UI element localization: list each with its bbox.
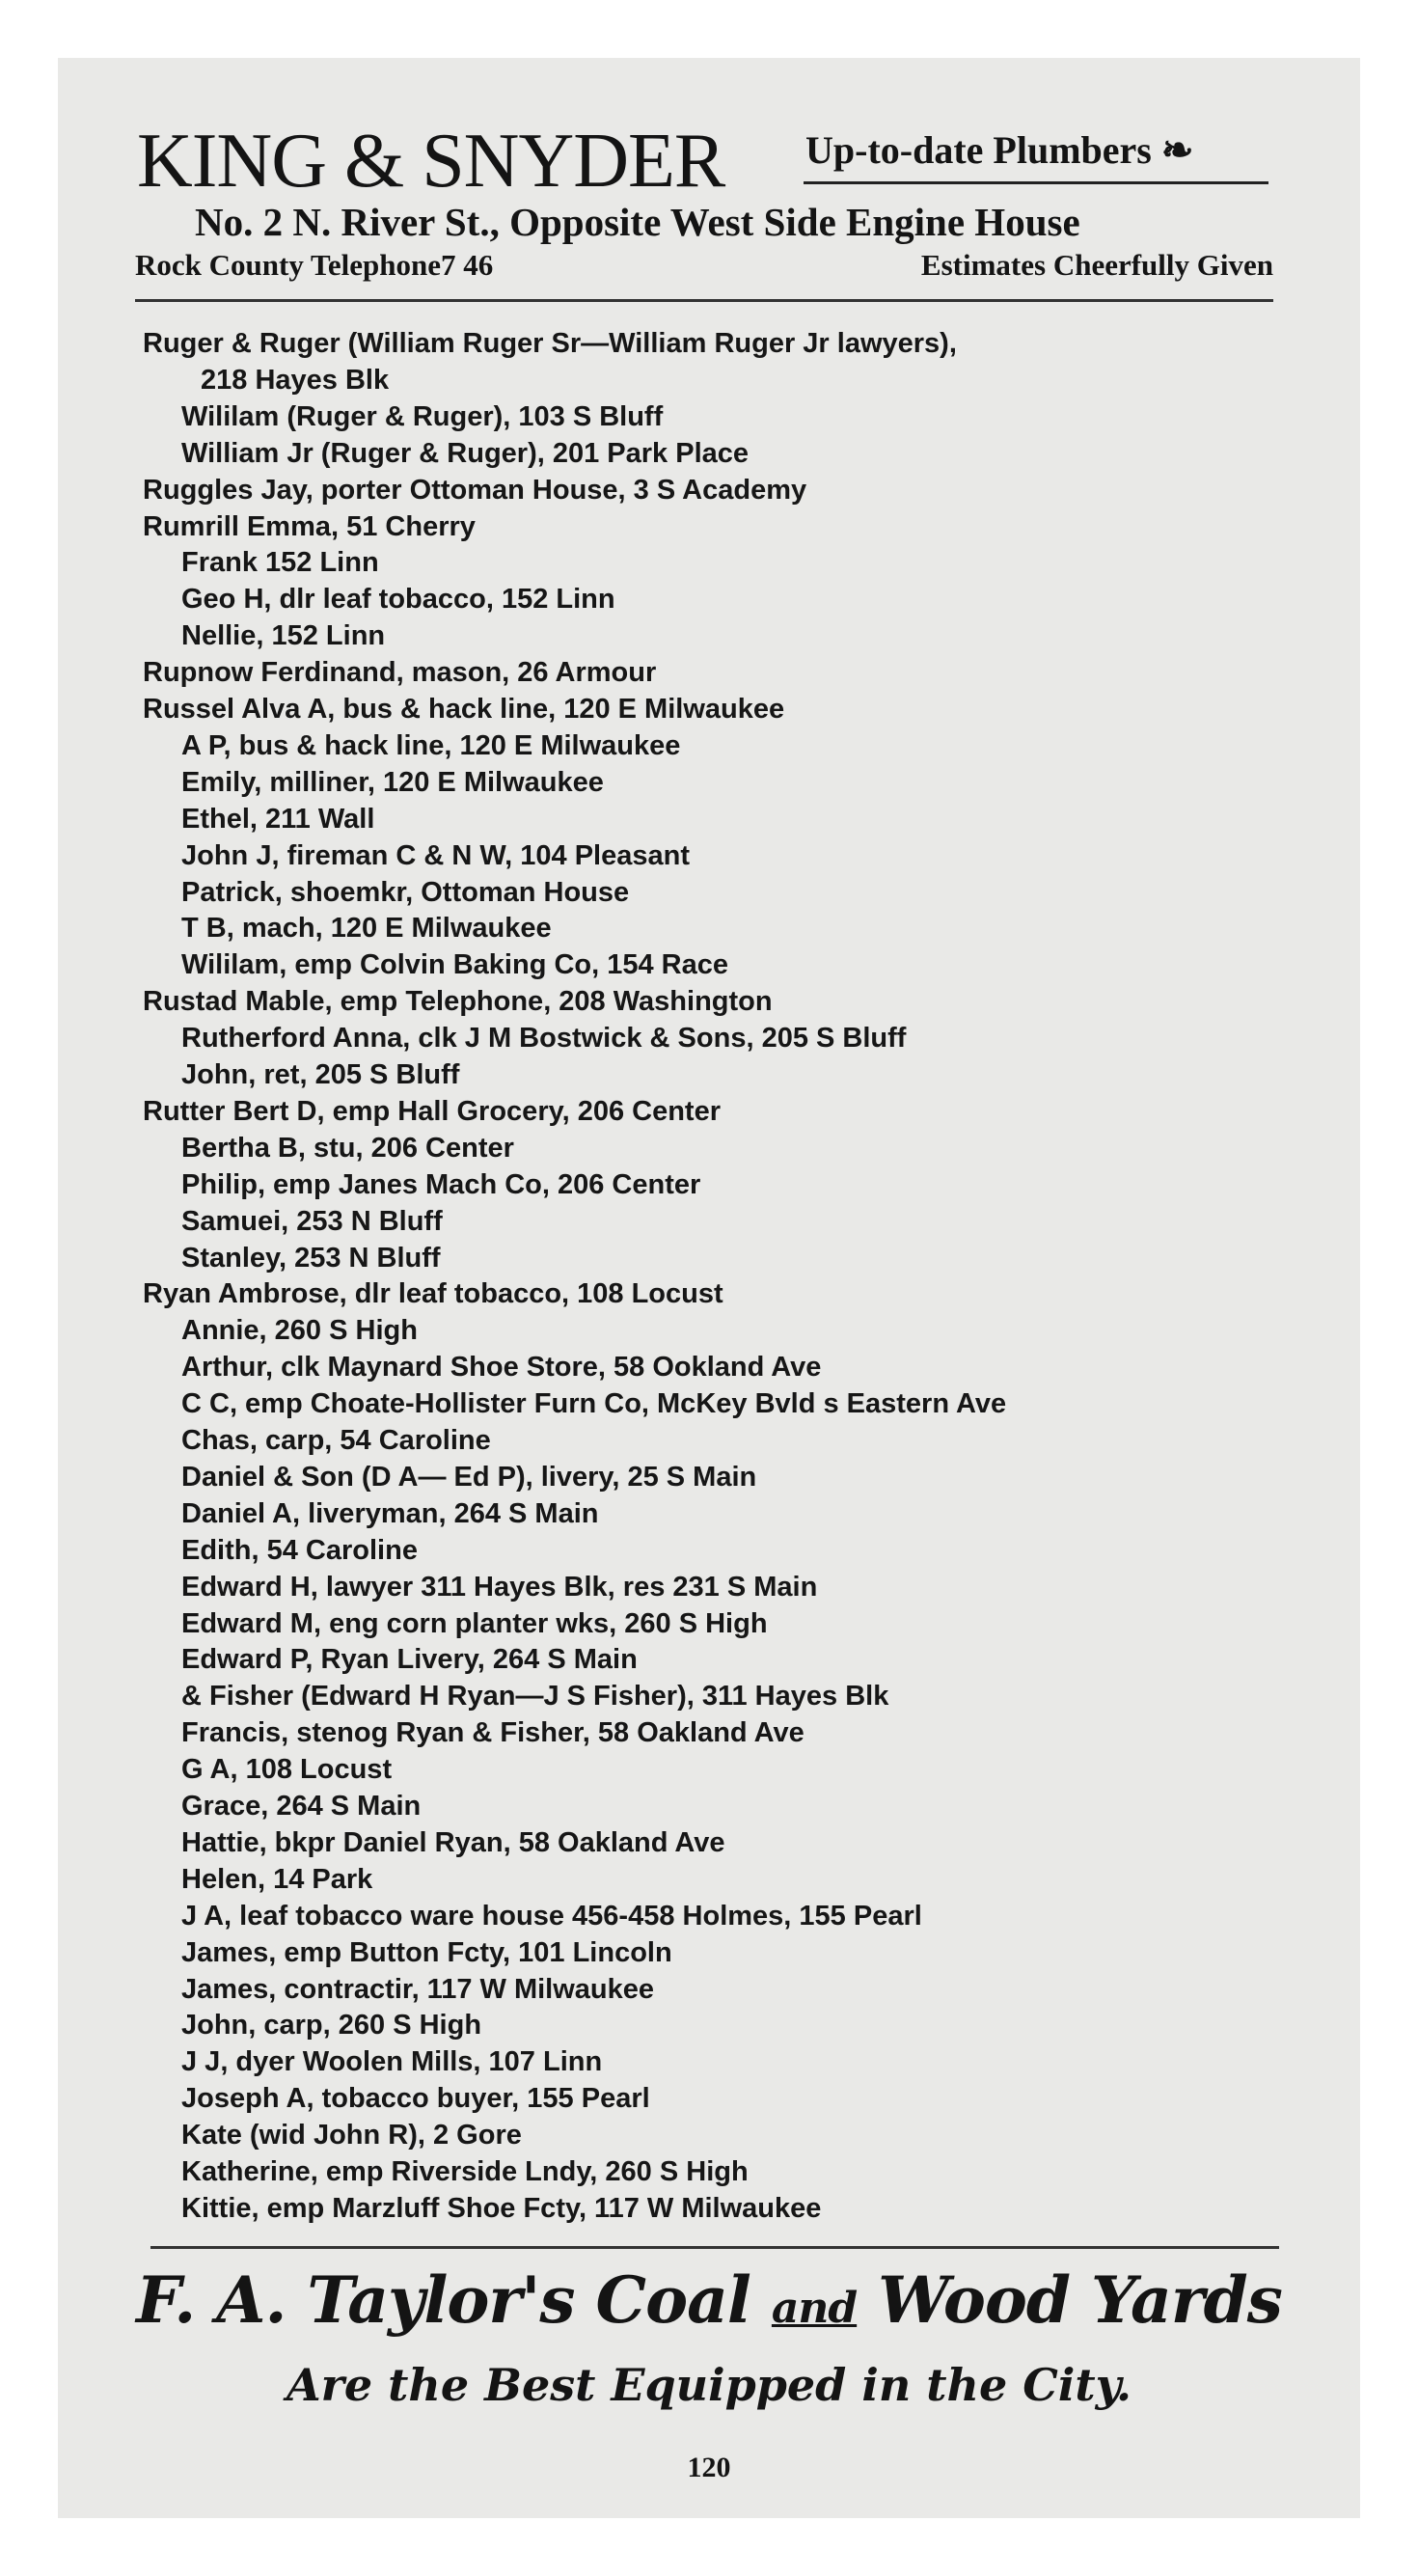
tagline-underline — [804, 181, 1268, 184]
directory-entry: Emily, milliner, 120 E Milwaukee — [181, 766, 604, 798]
fleuron-icon: ❧ — [1160, 128, 1194, 172]
directory-entry: Samuei, 253 N Bluff — [181, 1205, 443, 1237]
directory-entry: J J, dyer Woolen Mills, 107 Linn — [181, 2046, 603, 2078]
directory-entry: Edward H, lawyer 311 Hayes Blk, res 231 S Main — [181, 1571, 818, 1603]
directory-entry: Rustad Mable, emp Telephone, 208 Washington — [143, 986, 773, 1018]
footer-ad-part2: Wood Yards — [857, 2262, 1282, 2338]
directory-entry: John J, fireman C & N W, 104 Pleasant — [181, 839, 690, 871]
directory-entry: Katherine, emp Riverside Lndy, 260 S High — [181, 2156, 749, 2187]
directory-page — [58, 58, 1360, 2518]
directory-entry: T B, mach, 120 E Milwaukee — [181, 913, 552, 945]
directory-entry: Kate (wid John R), 2 Gore — [181, 2120, 522, 2151]
advertiser-name: KING & SNYDER — [137, 119, 725, 204]
directory-entry: J A, leaf tobacco ware house 456-458 Holmes, 155 Pearl — [181, 1900, 922, 1932]
advertiser-phone: Rock County Telephone7 46 — [135, 248, 494, 282]
directory-entry: Helen, 14 Park — [181, 1863, 373, 1895]
directory-entry: John, carp, 260 S High — [181, 2010, 482, 2042]
footer-ad-subline: Are the Best Equipped in the City. — [286, 2359, 1132, 2411]
directory-entry: Grace, 264 S Main — [181, 1791, 422, 1822]
directory-entry: Ethel, 211 Wall — [181, 803, 375, 835]
directory-entry: William Jr (Ruger & Ruger), 201 Park Place — [181, 437, 750, 469]
footer-ad-and: and — [771, 2284, 858, 2333]
page-number: 120 — [687, 2452, 731, 2483]
directory-entry: Chas, carp, 54 Caroline — [181, 1425, 491, 1456]
header-divider — [135, 299, 1273, 302]
directory-entry: C C, emp Choate-Hollister Furn Co, McKey Bvld s Eastern Ave — [181, 1388, 1007, 1420]
directory-entry: Joseph A, tobacco buyer, 155 Pearl — [181, 2083, 650, 2115]
directory-entry: Hattie, bkpr Daniel Ryan, 58 Oakland Ave — [181, 1826, 725, 1858]
directory-entry: John, ret, 205 S Bluff — [181, 1059, 460, 1090]
directory-entry: Nellie, 152 Linn — [181, 620, 386, 652]
directory-entry: Kittie, emp Marzluff Shoe Fcty, 117 W Milwaukee — [181, 2192, 822, 2224]
directory-entry: G A, 108 Locust — [181, 1754, 393, 1786]
directory-entry: Geo H, dlr leaf tobacco, 152 Linn — [181, 584, 615, 616]
footer-divider — [150, 2246, 1279, 2249]
directory-entry: Patrick, shoemkr, Ottoman House — [181, 876, 630, 908]
directory-entry: Wililam (Ruger & Ruger), 103 S Bluff — [181, 400, 664, 432]
footer-ad-part1: F. A. Taylor's Coal — [136, 2262, 772, 2338]
directory-entry: & Fisher (Edward H Ryan—J S Fisher), 311 Hayes Blk — [181, 1681, 889, 1713]
directory-entry: A P, bus & hack line, 120 E Milwaukee — [181, 729, 681, 761]
tagline-text: Up-to-date Plumbers — [805, 128, 1152, 172]
directory-entry: Rumrill Emma, 51 Cherry — [143, 510, 476, 542]
advertiser-address: No. 2 N. River St., Opposite West Side Engine House — [195, 200, 1080, 244]
directory-entry: 218 Hayes Blk — [201, 364, 390, 396]
directory-entry: Edith, 54 Caroline — [181, 1534, 418, 1566]
directory-entry: Stanley, 253 N Bluff — [181, 1242, 441, 1274]
directory-entry: Russel Alva A, bus & hack line, 120 E Milwaukee — [143, 694, 785, 725]
footer-ad-headline — [58, 2260, 1360, 2349]
directory-entry: Daniel & Son (D A— Ed P), livery, 25 S Main — [181, 1461, 757, 1493]
directory-entry: Bertha B, stu, 206 Center — [181, 1132, 514, 1164]
directory-entry: Edward M, eng corn planter wks, 260 S High — [181, 1607, 768, 1639]
directory-entry: Rutter Bert D, emp Hall Grocery, 206 Center — [143, 1095, 721, 1127]
directory-entry: James, emp Button Fcty, 101 Lincoln — [181, 1936, 672, 1968]
directory-entry: Philip, emp Janes Mach Co, 206 Center — [181, 1168, 701, 1200]
directory-entry: Francis, stenog Ryan & Fisher, 58 Oakland Ave — [181, 1717, 804, 1749]
directory-entry: Rutherford Anna, clk J M Bostwick & Sons, 205 S Bluff — [181, 1023, 907, 1055]
directory-entry: Annie, 260 S High — [181, 1315, 418, 1347]
directory-entry: Wililam, emp Colvin Baking Co, 154 Race — [181, 949, 729, 981]
advertiser-tagline — [805, 127, 1199, 174]
directory-entry: Daniel A, liveryman, 264 S Main — [181, 1497, 599, 1529]
directory-entry: Rupnow Ferdinand, mason, 26 Armour — [143, 657, 657, 689]
directory-entry: Ruger & Ruger (William Ruger Sr—William Ruger Jr lawyers), — [143, 328, 957, 359]
directory-entry: James, contractir, 117 W Milwaukee — [181, 1973, 655, 2005]
directory-entry: Ryan Ambrose, dlr leaf tobacco, 108 Locust — [143, 1278, 723, 1310]
directory-entry: Edward P, Ryan Livery, 264 S Main — [181, 1644, 638, 1676]
directory-entry: Arthur, clk Maynard Shoe Store, 58 Ookland Ave — [181, 1352, 822, 1384]
directory-entry: Ruggles Jay, porter Ottoman House, 3 S Academy — [143, 474, 807, 506]
advertiser-estimates: Estimates Cheerfully Given — [920, 248, 1273, 282]
directory-entry: Frank 152 Linn — [181, 547, 379, 579]
